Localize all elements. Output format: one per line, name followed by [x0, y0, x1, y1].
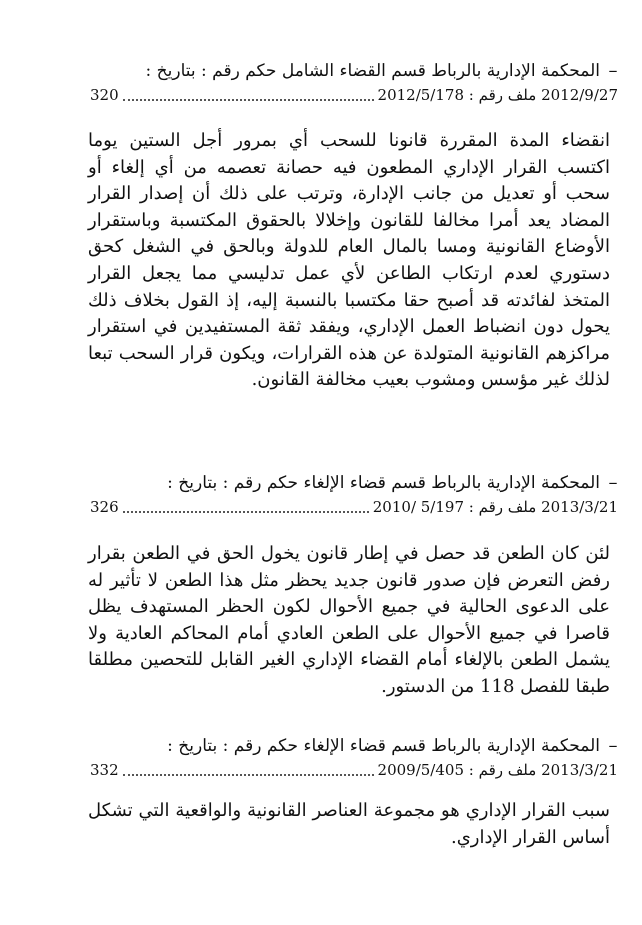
file-reference — [378, 84, 618, 106]
entry-heading-2 — [80, 470, 620, 518]
file-number: 2010/ 5/197 — [372, 498, 464, 516]
dash-bullet: – — [608, 735, 618, 756]
page-number: 320 — [90, 86, 119, 104]
judgment-date: 2012/9/27 — [541, 86, 618, 104]
file-number: 2012/5/178 — [377, 86, 464, 104]
file-label: ملف رقم : — [468, 761, 537, 779]
page-number: 332 — [90, 761, 119, 779]
judgment-date: 2013/3/21 — [541, 498, 618, 516]
file-label: ملف رقم : — [468, 498, 537, 516]
entry-heading-1 — [80, 58, 620, 106]
court-heading: المحكمة الإدارية بالرباط قسم القضاء الشامل حكم رقم : بتاريخ : — [145, 61, 600, 81]
file-number: 2009/5/405 — [377, 761, 464, 779]
judgment-date: 2013/3/21 — [541, 761, 618, 779]
dash-bullet: – — [608, 472, 618, 493]
dot-leaders — [123, 99, 374, 101]
file-label: ملف رقم : — [468, 86, 537, 104]
file-reference — [373, 496, 618, 518]
summary-paragraph-1: انقضاء المدة المقررة قانونا للسحب أي بمرور أجل الستين يوما اكتسب القرار الإداري المطعون فيه حصانة تعصمه من أي إلغاء أو سحب أو تعديل من جانب الإدارة، وترتب على ذلك أن إصدار القرار المضاد يعد أمرا مخالفا للقانون وإخلالا بالحقوق المكتسبة وباستقرار الأوضاع القانونية ومسا بالمال العام للدولة وبالحق في الشغل كحق دستوري لعدم ارتكاب الطاعن لأي عمل تدليسي مما يجعل القرار المتخذ لفائدته قد أصبح حقا مكتسبا بالنسبة إليه، إذ القول بخلاف ذلك يحول دون انضباط العمل الإداري، ويفقد ثقة المستفيدين في استقرار مراكزهم القانونية المتولدة عن هذه القرارات، ويكون قرار السحب تبعا لذلك غير مؤسس ومشوب بعيب مخالفة القانون. — [88, 130, 610, 391]
summary-paragraph-2: لئن كان الطعن قد حصل في إطار قانون يخول الحق في الطعن بقرار رفض التعرض فإن صدور قانون جديد يحظر مثل هذا الطعن لا تأثير له على الدعوى الحالية في جميع الأحوال لكون الحظر المستهدف يظل قاصرا في جميع الأحوال على الطعن العادي أمام المحاكم العادية ولا يشمل الطعن بالإلغاء أمام القضاء الإداري الغير القابل للتحصين مطلقا طبقا للفصل 118 من الدستور. — [88, 543, 610, 697]
dot-leaders — [123, 511, 369, 513]
summary-paragraph-3: سبب القرار الإداري هو مجموعة العناصر القانونية والواقعية التي تشكل أساس القرار الإداري. — [88, 800, 610, 848]
court-heading: المحكمة الإدارية بالرباط قسم قضاء الإلغاء حكم رقم : بتاريخ : — [167, 473, 600, 493]
dot-leaders — [123, 774, 374, 776]
entry-heading-3 — [80, 733, 620, 781]
file-reference — [378, 759, 618, 781]
dash-bullet: – — [608, 60, 618, 81]
court-heading: المحكمة الإدارية بالرباط قسم قضاء الإلغاء حكم رقم : بتاريخ : — [167, 736, 600, 756]
page-number: 326 — [90, 498, 119, 516]
